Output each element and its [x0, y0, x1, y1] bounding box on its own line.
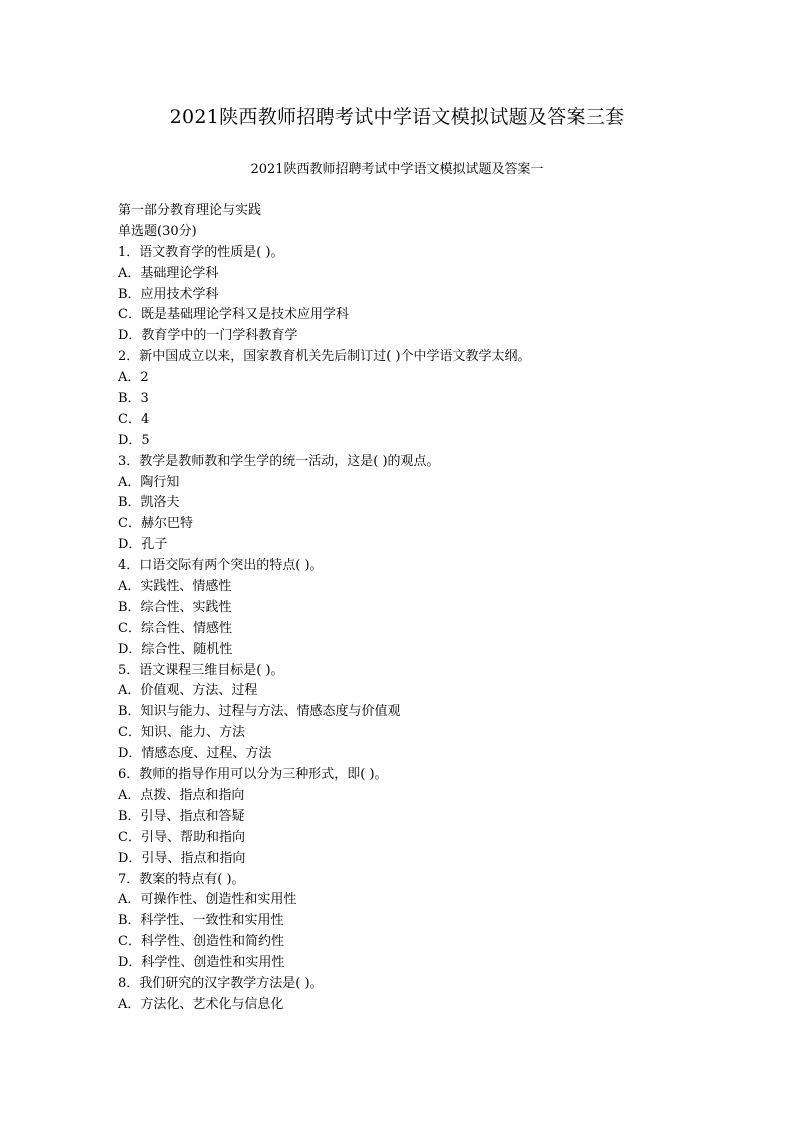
document-line: C．4	[118, 411, 150, 427]
document-line: D．科学性、创造性和实用性	[118, 955, 285, 971]
document-line: 8．我们研究的汉字教学方法是( )。	[118, 975, 323, 991]
document-line: D．情感态度、过程、方法	[118, 746, 272, 762]
document-line: C．知识、能力、方法	[118, 725, 245, 741]
document-line: A．点拨、指点和指向	[118, 787, 245, 803]
document-line: D．教育学中的一门学科教育学	[118, 328, 298, 344]
document-line: B．应用技术学科	[118, 286, 219, 302]
document-line: D．孔子	[118, 537, 168, 553]
document-line: B．科学性、一致性和实用性	[118, 913, 284, 929]
document-line: 第一部分教育理论与实践	[118, 203, 262, 218]
document-line: C．既是基础理论学科又是技术应用学科	[118, 307, 349, 323]
document-line: 5．语文课程三维目标是( )。	[118, 662, 284, 678]
document-line: 2．新中国成立以来，国家教育机关先后制订过( )个中学语文教学太纲。	[118, 349, 531, 365]
document-line: A．可操作性、创造性和实用性	[118, 892, 297, 908]
document-subtitle: 2021陕西教师招聘考试中学语文模拟试题及答案一	[250, 162, 544, 177]
document-line: D．综合性、随机性	[118, 641, 233, 657]
document-line: A．方法化、艺术化与信息化	[118, 996, 284, 1012]
document-line: B．凯洛夫	[118, 495, 180, 511]
document-line: B．引导、指点和答疑	[118, 808, 245, 824]
document-line: B．知识与能力、过程与方法、情感态度与价值观	[118, 704, 401, 720]
document-line: 3．教学是教师教和学生学的统一活动，这是( )的观点。	[118, 453, 440, 469]
document-line: 1．语文教育学的性质是( )。	[118, 244, 284, 260]
document-line: C．科学性、创造性和简约性	[118, 934, 284, 950]
document-line: C．赫尔巴特	[118, 516, 193, 532]
document-line: 4．口语交际有两个突出的特点( )。	[118, 558, 323, 574]
document-line: D．引导、指点和指向	[118, 850, 246, 866]
document-line: A．实践性、情感性	[118, 579, 232, 595]
document-line: C．引导、帮助和指向	[118, 829, 245, 845]
document-body	[118, 201, 758, 1016]
document-line: A．基础理论学科	[118, 265, 219, 281]
document-line: 7．教案的特点有( )。	[118, 871, 245, 887]
document-line: A．陶行知	[118, 474, 180, 490]
document-line: A．2	[118, 370, 149, 386]
document-line: 单选题(30分)	[118, 223, 197, 239]
document-line: A．价值观、方法、过程	[118, 683, 258, 699]
document-line: B．综合性、实践性	[118, 599, 232, 615]
document-line: 6．教师的指导作用可以分为三种形式，即( )。	[118, 767, 388, 783]
document-line: D．5	[118, 432, 150, 448]
document-line: C．综合性、情感性	[118, 620, 232, 636]
document-line: B．3	[118, 391, 149, 407]
document-title: 2021陕西教师招聘考试中学语文模拟试题及答案三套	[169, 106, 625, 128]
